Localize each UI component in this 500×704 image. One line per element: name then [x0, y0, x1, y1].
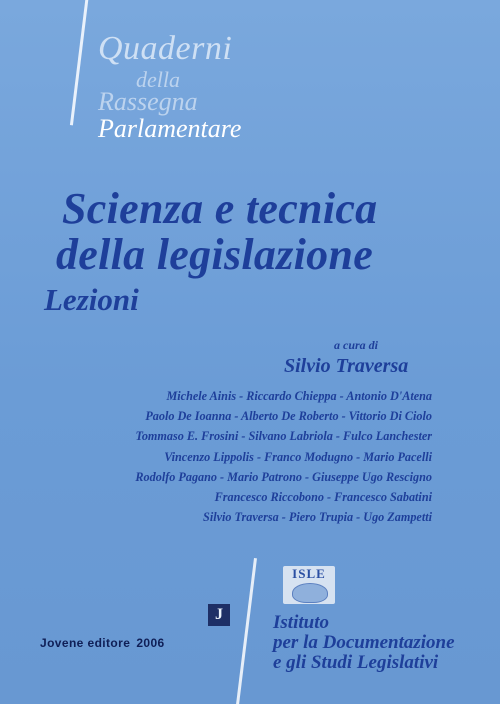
author-list — [135, 386, 432, 527]
institute-name — [273, 613, 455, 673]
editor-name: Silvio Traversa — [284, 355, 409, 377]
author-line: Francesco Riccobono - Francesco Sabatini — [214, 490, 432, 505]
author-line: Rodolfo Pagano - Mario Patrono - Giuseppe Ugo Rescigno — [135, 469, 432, 484]
isle-logo — [283, 566, 335, 604]
institute-divider-line — [235, 558, 257, 704]
series-title — [98, 32, 241, 142]
institute-line-3: e gli Studi Legislativi — [273, 652, 439, 673]
title-line-1: Scienza e tecnica — [62, 184, 378, 233]
author-line: Vincenzo Lippolis - Franco Modugno - Mario Pacelli — [164, 449, 432, 464]
institute-line-2: per la Documentazione — [273, 632, 455, 653]
series-line-4: Parlamentare — [98, 114, 242, 143]
title-line-2: della legislazione — [56, 230, 374, 280]
book-subtitle: Lezioni — [44, 282, 139, 318]
isle-emblem-icon — [292, 583, 328, 603]
author-line: Silvio Traversa - Piero Trupia - Ugo Zampetti — [203, 510, 432, 525]
series-divider-line — [70, 0, 89, 125]
author-line: Michele Ainis - Riccardo Chieppa - Antonio D'Atena — [166, 389, 432, 403]
publisher-logo-icon: J — [208, 604, 230, 626]
book-title — [44, 184, 378, 318]
publisher-name: Jovene editore — [40, 636, 131, 650]
publication-year: 2006 — [136, 636, 165, 650]
series-line-1: Quaderni — [98, 30, 233, 67]
publisher-imprint — [40, 636, 165, 650]
author-line: Paolo De Ioanna - Alberto De Roberto - Vittorio Di Ciolo — [145, 409, 432, 424]
series-line-2: della — [136, 67, 180, 92]
institute-line-1: Istituto — [273, 612, 329, 633]
author-line: Tommaso E. Frosini - Silvano Labriola - Fulco Lanchester — [135, 429, 432, 444]
editor-label: a cura di — [334, 338, 379, 352]
isle-logo-text: ISLE — [292, 566, 326, 581]
series-line-3: Rassegna — [98, 87, 198, 116]
